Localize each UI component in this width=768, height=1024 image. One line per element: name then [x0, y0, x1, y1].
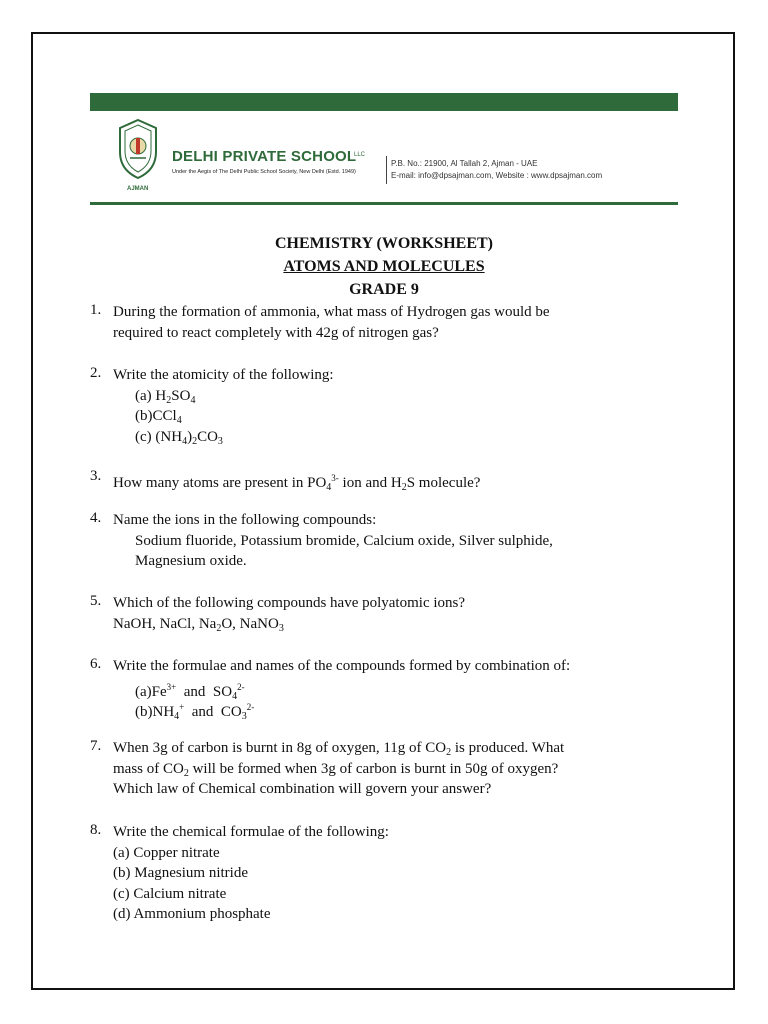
formula-superscript: + [179, 702, 185, 712]
option-label: (a) [135, 388, 152, 404]
formula-part: CO [197, 429, 218, 445]
school-crest-icon [116, 118, 160, 180]
formula-subscript: 2 [192, 436, 198, 447]
option-label: (a) [113, 845, 130, 861]
text-part: and CO [184, 704, 242, 720]
question-6-option-b [135, 697, 254, 728]
text-part: How many atoms are present in PO [113, 475, 327, 491]
question-6-text: Write the formulae and names of the compounds formed by combination of: [113, 658, 571, 674]
formula-subscript: 3 [241, 711, 247, 722]
school-name: DELHI PRIVATE SCHOOL [172, 148, 357, 165]
formula-part: H [155, 388, 167, 404]
question-8-item [113, 884, 226, 905]
text-part: O, NaNO [221, 616, 279, 632]
question-number: 2. [90, 365, 102, 381]
formula-part: ) [187, 429, 193, 445]
question-number: 1. [90, 302, 102, 318]
option-label: (c) [135, 429, 152, 445]
formula-subscript: 2 [401, 482, 407, 493]
question-number: 8. [90, 822, 102, 838]
text-part: is produced. What [451, 740, 565, 756]
option-label: (b) [135, 408, 153, 424]
text-part: NH [152, 704, 175, 720]
formula-subscript: 4 [232, 691, 238, 702]
question-8-item [113, 843, 220, 864]
worksheet-grade: GRADE 9 [349, 281, 419, 298]
formula-subscript: 4 [174, 711, 180, 722]
text-part: and SO [176, 684, 233, 700]
question-5-compounds [113, 614, 284, 640]
school-tagline: Under the Aegis of The Delhi Public School Society, New Delhi (Estd. 1949) [172, 169, 356, 175]
text-part: Fe [151, 684, 167, 700]
question-1-line-2: required to react completely with 42g of nitrogen gas? [113, 325, 439, 341]
formula-subscript: 4 [326, 482, 332, 493]
question-number: 3. [90, 468, 102, 484]
question-number: 6. [90, 656, 102, 672]
contact-divider [386, 156, 387, 184]
formula-subscript: 3 [278, 623, 284, 634]
question-4-text: Name the ions in the following compounds: [113, 512, 377, 528]
text-part: NaOH, NaCl, Na [113, 616, 217, 632]
text-part: ion and H [338, 475, 402, 491]
question-7-line-3: Which law of Chemical combination will govern your answer? [113, 781, 492, 797]
question-2-text: Write the atomicity of the following: [113, 367, 334, 383]
school-contact: E-mail: info@dpsajman.com, Website : www.dpsajman.com [391, 171, 603, 180]
text-part: When 3g of carbon is burnt in 8g of oxygen, 11g of CO [113, 740, 447, 756]
header-top-bar [90, 93, 678, 111]
option-label: (b) [135, 704, 153, 720]
item-text: Magnesium nitride [134, 865, 248, 881]
option-label: (a) [135, 684, 152, 700]
logo-caption: AJMAN [127, 186, 149, 192]
formula-subscript: 4 [176, 415, 182, 426]
text-part: S molecule? [406, 475, 481, 491]
formula-part: CCl [152, 408, 177, 424]
question-2-option-c [135, 427, 223, 453]
question-8-item [113, 904, 271, 925]
formula-part: SO [171, 388, 191, 404]
question-5-text: Which of the following compounds have polyatomic ions? [113, 595, 466, 611]
question-3-text [113, 468, 480, 499]
formula-subscript: 2 [183, 768, 189, 779]
option-label: (c) [113, 886, 130, 902]
formula-subscript: 2 [166, 395, 172, 406]
formula-subscript: 2 [216, 623, 222, 634]
formula-subscript: 4 [190, 395, 196, 406]
formula-subscript: 2 [446, 747, 452, 758]
question-8-item [113, 863, 248, 884]
formula-superscript: 3+ [166, 682, 177, 692]
formula-subscript: 4 [182, 436, 188, 447]
question-4-line-3: Magnesium oxide. [135, 553, 247, 569]
question-number: 7. [90, 738, 102, 754]
item-text: Copper nitrate [133, 845, 220, 861]
worksheet-topic: ATOMS AND MOLECULES [283, 258, 485, 275]
formula-superscript: 2- [246, 702, 255, 712]
question-number: 4. [90, 510, 102, 526]
option-label: (b) [113, 865, 131, 881]
option-label: (d) [113, 906, 131, 922]
question-1-line-1: During the formation of ammonia, what mass of Hydrogen gas would be [113, 304, 550, 320]
question-8-text: Write the chemical formulae of the following: [113, 824, 389, 840]
text-part: mass of CO [113, 761, 184, 777]
formula-superscript: 2- [237, 682, 245, 692]
item-text: Calcium nitrate [133, 886, 227, 902]
worksheet-title: CHEMISTRY (WORKSHEET) [275, 235, 493, 252]
item-text: Ammonium phosphate [133, 906, 271, 922]
question-4-line-2: Sodium fluoride, Potassium bromide, Calcium oxide, Silver sulphide, [135, 533, 553, 549]
formula-superscript: 3- [331, 473, 339, 483]
formula-part: (NH [155, 429, 183, 445]
school-address: P.B. No.: 21900, Al Tallah 2, Ajman - UAE [391, 159, 538, 168]
text-part: will be formed when 3g of carbon is burnt in 50g of oxygen? [188, 761, 559, 777]
school-suffix: LLC [354, 152, 366, 158]
formula-subscript: 3 [217, 436, 223, 447]
question-number: 5. [90, 593, 102, 609]
header-bottom-bar [90, 202, 678, 205]
